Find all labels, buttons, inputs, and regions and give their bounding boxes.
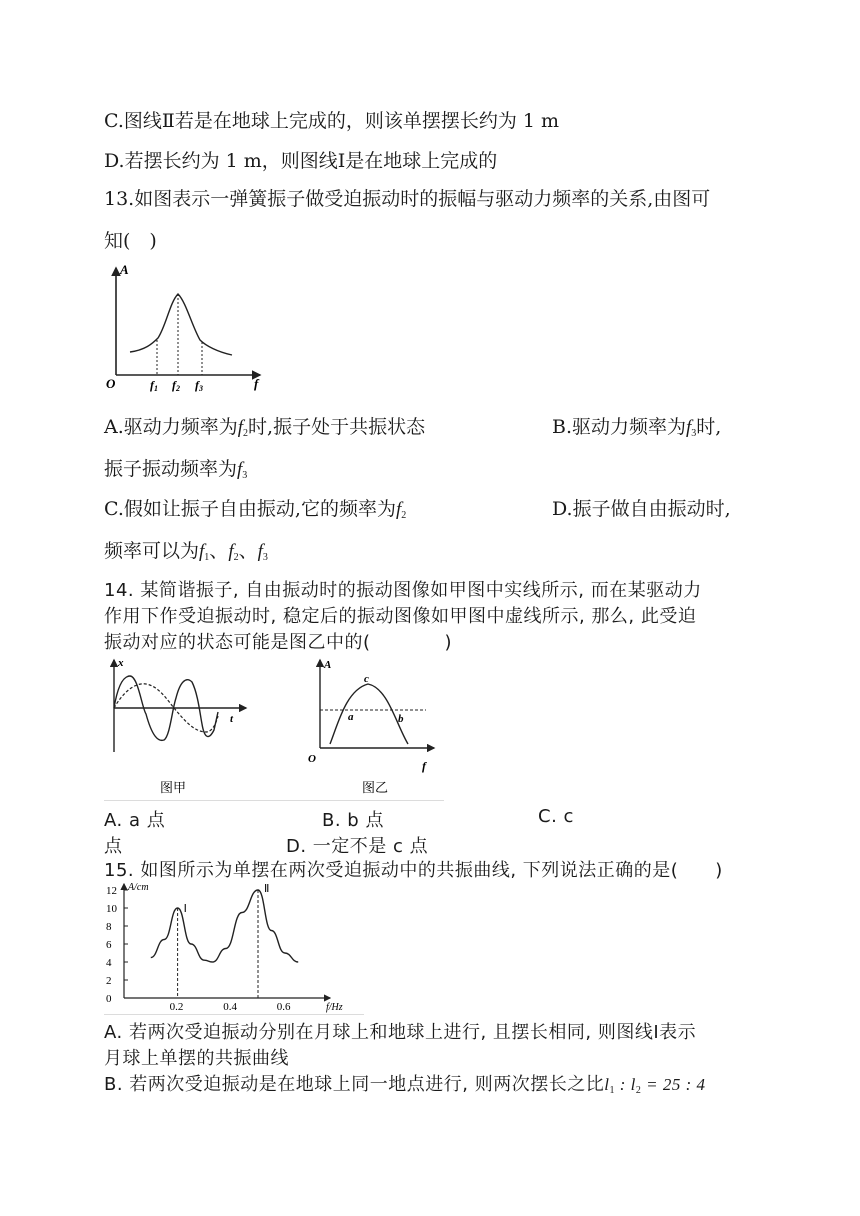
q15-xtick-0.6: 0.6 [276,1001,291,1013]
q14b-resonance-curve [330,684,408,744]
q15-option-a-line1: A. 若两次受迫振动分别在月球上和地球上进行, 且摆长相同, 则图线Ⅰ表示 [104,1022,697,1043]
q14-figure-jia [100,654,250,802]
q14b-point-b: b [398,713,404,725]
q15-y-label: A/cm [128,882,149,893]
q14-stem-line3: 振动对应的状态可能是图乙中的( ) [104,632,453,653]
q13-tick-f2: f2 [172,378,180,393]
q13-x-label: f [254,376,259,391]
q15-ytick-10: 10 [106,903,117,915]
q12-option-c: C.图线Ⅱ若是在地球上完成的，则该单摆摆长约为 1 m [104,110,559,132]
q13-option-c: C.假如让振子自由振动,它的频率为$f_2$ [104,498,407,521]
q15-resonance-chart [100,880,362,1014]
q12-option-d: D.若摆长约为 1 m，则图线Ⅰ是在地球上完成的 [104,150,498,172]
q14a-caption: 图甲 [160,780,187,795]
q15-figure-divider [104,1014,364,1015]
q14-option-c: C. c [538,806,574,827]
q15-ratio: $l_1$ : $l_2 = 25$ : 4 [604,1075,706,1096]
q14-stem-line2: 作用下作受迫振动时, 稳定后的振动图像如甲图中虚线所示, 那么, 此受迫 [104,606,697,627]
q15-ytick-8: 8 [106,921,112,933]
q15-xtick-0.4: 0.4 [223,1001,237,1013]
q13-tick-f3: f3 [195,378,203,393]
q13-tick-f1: f1 [150,378,158,393]
q14b-y-label: A [324,659,332,671]
q13-resonance-figure [100,260,270,395]
q13-option-a: A.驱动力频率为$f_2$时,振子处于共振状态 [104,416,426,439]
q15-curve2-label: Ⅱ [264,883,270,895]
q15-ytick-2: 2 [106,975,112,987]
q15-x-label: f/Hz [326,1002,343,1013]
q14b-f-label: f [422,759,426,773]
q13-stem-line1: 13.如图表示一弹簧振子做受迫振动时的振幅与驱动力频率的关系,由图可 [104,188,711,210]
q15-curve-1 [151,908,213,962]
q14-option-b: B. b 点 [322,810,384,831]
q15-option-a-line2: 月球上单摆的共振曲线 [104,1048,289,1069]
q13-option-b-cont: 振子振动频率为$f_3$ [104,458,248,481]
q14-option-c-cont: 点 [104,836,123,857]
q15-curve1-label: Ⅰ [183,903,187,915]
q14b-point-a: a [348,711,354,723]
q15-ytick-4: 4 [106,957,112,969]
q15-stem: 15. 如图所示为单摆在两次受迫振动中的共振曲线, 下列说法正确的是( ) [104,860,723,881]
q15-curve-2 [212,890,298,962]
q13-resonance-curve [130,294,232,355]
q14-figure-yi [304,654,444,802]
q14-option-a: A. a 点 [104,810,166,831]
q13-option-b: B.驱动力频率为$f_3$时, [552,416,722,439]
q13-option-d-cont: 频率可以为$f_1$、$f_2$、$f_3$ [104,540,268,563]
q15-ytick-0: 0 [106,993,112,1005]
q13-option-d: D.振子做自由振动时, [552,498,731,520]
q14b-point-c: c [364,673,369,685]
q14-stem-line1: 14. 某简谐振子, 自由振动时的振动图像如甲图中实线所示, 而在某驱动力 [104,580,702,601]
q14b-caption: 图乙 [362,780,389,795]
q15-ytick-12: 12 [106,885,117,897]
q13-stem-line2: 知( ) [104,230,157,252]
q14a-y-label: x [118,657,124,669]
q13-origin: O [106,376,116,391]
q13-y-label: A [120,262,129,277]
q15-ytick-6: 6 [106,939,112,951]
q14a-t-label: t [230,713,234,725]
q14b-origin: O [308,753,316,765]
q14-figure-divider [104,800,444,801]
q15-option-b: B. 若两次受迫振动是在地球上同一地点进行, 则两次摆长之比$l_1$ : $l_2 = 25$ : 4 [104,1074,706,1096]
q15-xtick-0.2: 0.2 [169,1001,184,1013]
q14-option-d: D. 一定不是 c 点 [286,836,429,857]
